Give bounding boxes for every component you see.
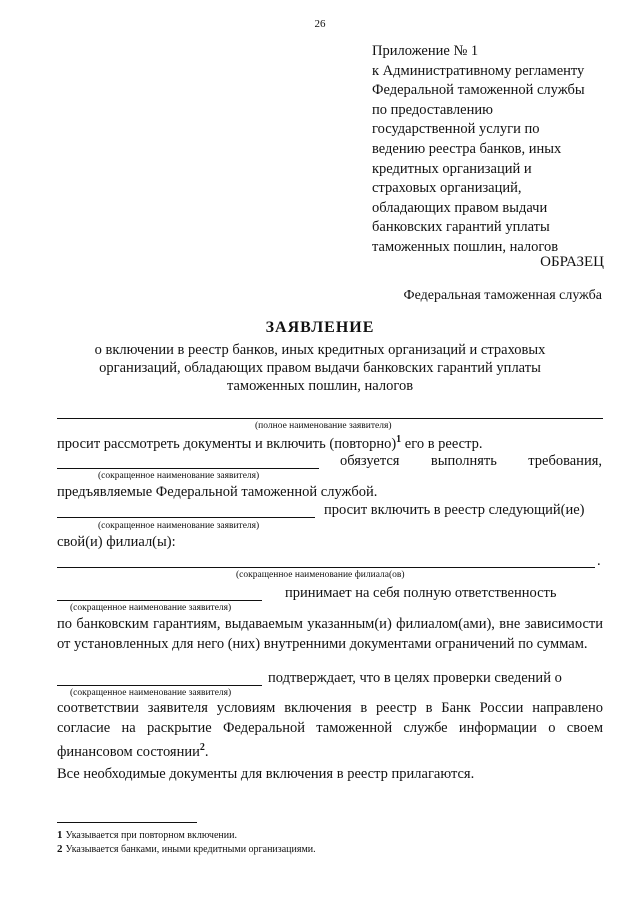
footnote-divider: [57, 822, 197, 823]
short-name-line-2: [57, 517, 315, 518]
guarantee-paragraph: по банковским гарантиям, выдаваемым указанным(и) филиалом(ами), вне зависимости от установленных для него (них) внутренними документами ограничений по суммам.: [57, 616, 603, 652]
appendix-line: по предоставлению: [372, 101, 493, 118]
obligation-line: [340, 453, 602, 470]
document-title: ЗАЯВЛЕНИЕ: [265, 319, 375, 336]
appendix-line: таможенных пошлин, налогов: [372, 238, 559, 255]
appendix-line: государственной услуги по: [372, 121, 540, 138]
footnote-2: [57, 843, 316, 855]
include-branch-line: просит включить в реестр следующий(ие): [324, 502, 585, 518]
short-name-caption-4: (сокращенное наименование заявителя): [70, 688, 232, 698]
appendix-line: Федеральной таможенной службы: [372, 82, 585, 99]
footnote-mark: 2: [57, 843, 63, 855]
branch-name-line: [57, 567, 595, 568]
request-line: [57, 434, 482, 453]
consent-text: соответствии заявителя условиям включения в реестр в Банк России направлено согласие на раскрытие Федеральной таможенной службе информации о своем финансовом состоянии: [57, 700, 603, 760]
request-text: просит рассмотреть документы и включить (повторно): [57, 435, 397, 452]
branch-line-dot: .: [597, 553, 601, 569]
request-text-end: его в реестр.: [401, 435, 483, 452]
sample-label: ОБРАЗЕЦ: [540, 254, 604, 270]
short-name-caption-1: (сокращенное наименование заявителя): [98, 471, 260, 481]
confirm-line: подтверждает, что в целях проверки сведений о: [268, 670, 562, 686]
footnote-1: [57, 829, 237, 841]
responsibility-line: принимает на себя полную ответственность: [285, 585, 557, 601]
appendix-line: банковских гарантий уплаты: [372, 219, 550, 236]
document-subtitle: о включении в реестр банков, иных кредитных организаций и страховых организаций, обладающих правом выдачи банковских гарантий уплаты таможенных пошлин, налогов: [94, 342, 546, 394]
page-number: 26: [314, 18, 326, 30]
appendix-line: Приложение № 1: [372, 43, 479, 59]
appendix-line: ведению реестра банков, иных: [372, 140, 562, 157]
consent-end: .: [204, 743, 209, 760]
branches-label: свой(и) филиал(ы):: [57, 534, 176, 550]
footnote-ref-1: 1: [396, 434, 402, 445]
short-name-line-4: [57, 685, 262, 686]
short-name-line-3: [57, 600, 262, 601]
short-name-caption-3: (сокращенное наименование заявителя): [70, 603, 232, 613]
branch-name-caption: (сокращенное наименование филиала(ов): [236, 570, 405, 580]
footnote-mark: 1: [57, 829, 63, 841]
short-name-line-1: [57, 468, 319, 469]
requirements-line: предъявляемые Федеральной таможенной службой.: [57, 484, 378, 500]
footnote-ref-2: 2: [199, 742, 205, 753]
short-name-caption-2: (сокращенное наименование заявителя): [98, 521, 260, 531]
addressee: Федеральная таможенная служба: [403, 288, 602, 303]
obligation-word: обязуется: [340, 453, 400, 469]
footnote-text: Указывается при повторном включении.: [65, 830, 237, 841]
footnote-text: Указывается банками, иными кредитными организациями.: [65, 844, 316, 855]
closing-statement: Все необходимые документы для включения в реестр прилагаются.: [57, 766, 475, 782]
appendix-block: [372, 42, 585, 258]
appendix-line: кредитных организаций и: [372, 160, 532, 177]
obligation-word: требования,: [528, 453, 602, 469]
appendix-line: обладающих правом выдачи: [372, 199, 548, 216]
full-name-line: [57, 418, 603, 419]
consent-paragraph: [57, 698, 603, 762]
obligation-word: выполнять: [430, 453, 497, 469]
appendix-line: к Административному регламенту: [372, 62, 585, 79]
full-name-caption: (полное наименование заявителя): [255, 421, 392, 431]
appendix-line: страховых организаций,: [372, 180, 522, 197]
